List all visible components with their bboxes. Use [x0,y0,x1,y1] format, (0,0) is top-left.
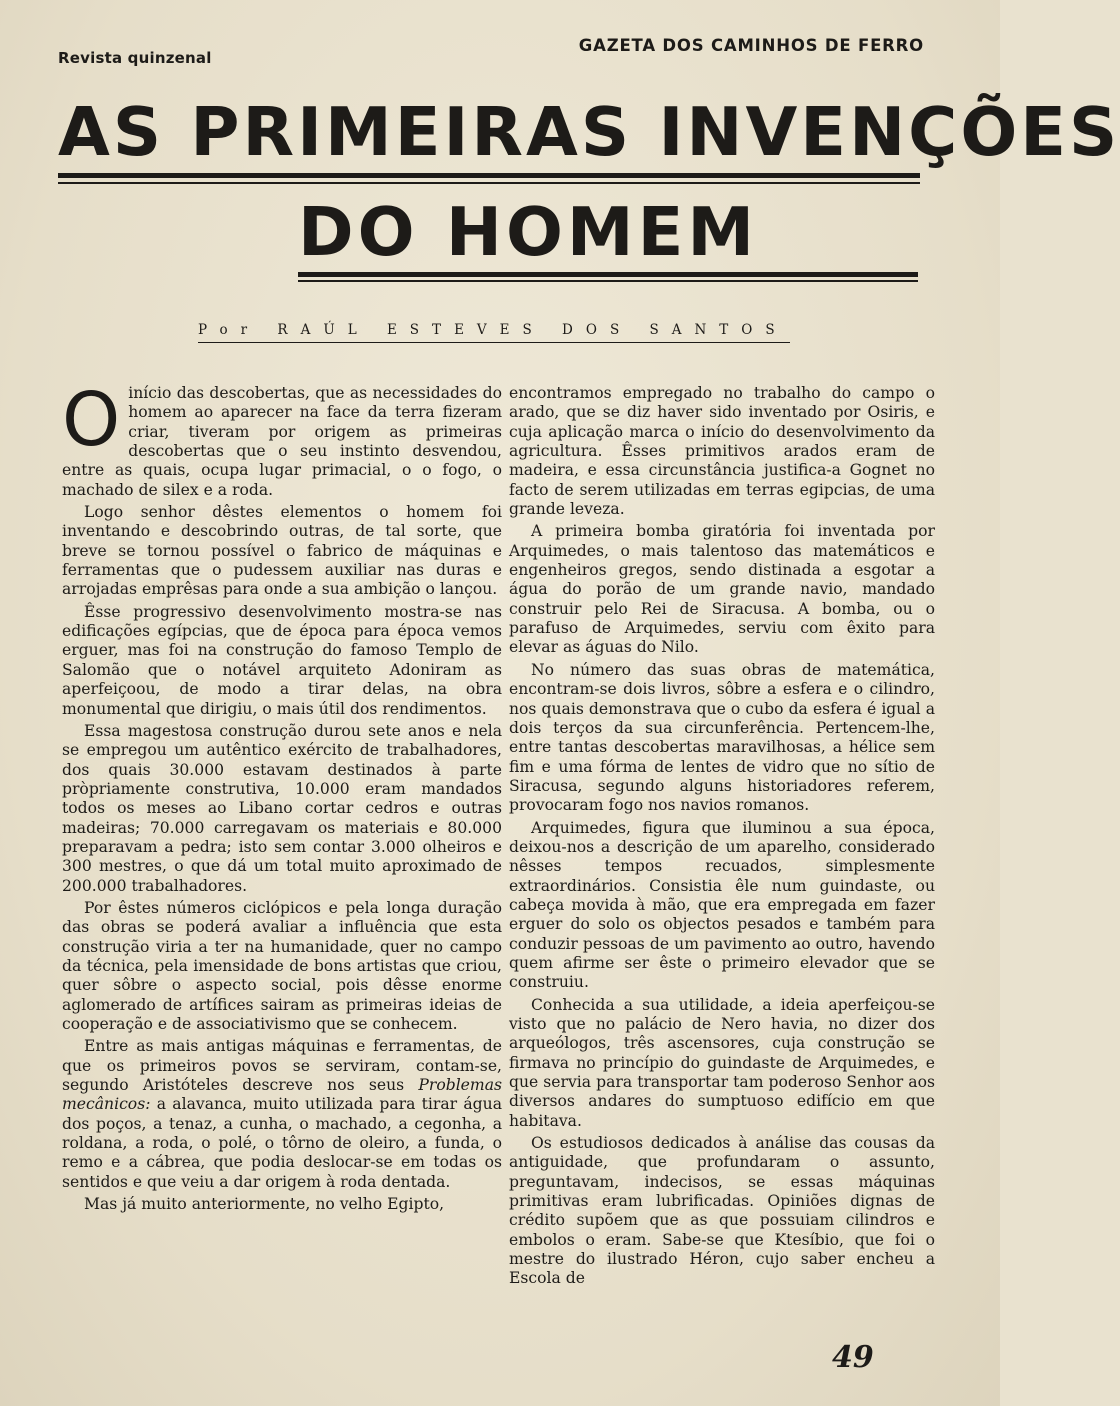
paragraph: No número das suas obras de matemática, encontram-se dois livros, sôbre a esfera e o cilindro, nos quais demonstrava que o cubo da esfera é igual a dois terços da sua circunferência. Pertencem-lhe, entre tantas descobertas maravilhosas, a hélice sem fim e uma fórma de lentes de vidro que no sítio de Siracusa, segundo alguns historiadores referem, provocaram fogo nos navios romanos. [509,660,935,815]
paragraph [62,377,502,500]
paragraph: Mas já muito anteriormente, no velho Egipto, [84,1195,445,1214]
article-title-line1: AS PRIMEIRAS INVENÇÕES [58,93,1120,171]
text-column-right [509,384,935,1292]
paragraph: Conhecida a sua utilidade, a ideia aperfeiçou-se visto que no palácio de Nero havia, no dizer dos arqueólogos, três ascensores, cuja construção se firmava no princípio do guindaste de Arquimedes, e que servia para transportar tam poderoso Senhor aos diversos andares do sumptuoso edifício em que habitava. [509,995,935,1130]
paragraph: encontramos empregado no trabalho do campo o arado, que se diz haver sido inventado por Osiris, e cuja aplicação marca o início do desenvolvimento da agricultura. Êsses primitivos arados eram de madeira, e essa circunstância justifica-a Gognet no facto de serem utilizadas em terras egipcias, de uma grande leveza. [509,384,935,519]
header-publication-name: GAZETA DOS CAMINHOS DE FERRO [578,36,924,55]
paragraph: Arquimedes, figura que iluminou a sua época, deixou-nos a descrição de um aparelho, considerado nêsses tempos recuados, simplesmente extraordinários. Consistia êle num guindaste, ou cabeça movida à mão, que era empregada em fazer erguer do solo os objectos pesados e também para conduzir pessoas de um pavimento ao outro, havendo quem afirme ser êste o primeiro elevador que se construiu. [509,818,935,992]
title-rule-upper [58,173,920,184]
paragraph: A primeira bomba giratória foi inventada por Arquimedes, o mais talentoso das matemáticos e engenheiros gregos, sendo distinada a esgotar a água do porão de um grande navio, mandado construir pelo Rei de Siracusa. A bomba, ou o parafuso de Arquimedes, serviu com êxito para elevar as águas do Nilo. [509,522,935,657]
paragraph-text: início das descobertas, que as necessidades do homem ao aparecer na face da terra fizeram criar, tiveram por origem as primeiras descobertas que o seu instinto desvendou, entre as quais, ocupa lugar primacial, o o fogo, o machado de silex e a roda. [62,384,502,499]
article-title-line2: DO HOMEM [298,193,759,271]
title-rule-lower-thin [298,280,918,282]
paragraph: Êsse progressivo desenvolvimento mostra-se nas edificações egípcias, que de época para época vemos erguer, mas foi na construção do famoso Templo de Salomão que o notável arquiteto Adoniram as aperfeiçoou, de modo a tirar delas, na obra monumental que dirigiu, o mais útil dos rendimentos. [62,602,502,718]
paragraph: Essa magestosa construção durou sete anos e nela se empregou um autêntico exército de trabalhadores, dos quais 30.000 estavam destinados à parte pròpriamente construtiva, 10.000 eram mandados todos os meses ao Libano cortar cedros e outras madeiras; 70.000 carregavam os materiais e 80.000 preparavam a pedra; isto sem contar 3.000 olheiros e 300 mestres, o que dá um total muito aproximado de 200.000 trabalhadores. [62,721,502,895]
paragraph: Logo senhor dêstes elementos o homem foi inventando e descobrindo outras, de tal sorte, que breve se tornou possível o fabrico de máquinas e ferramentas que o pudessem auxiliar nas duras e arrojadas emprêsas para onde a sua ambição o lançou. [62,503,502,599]
article-byline: Por RAÚL ESTEVES DOS SANTOS [198,322,788,338]
title-rule-lower [298,272,918,277]
header-issue-type: Revista quinzenal [58,49,212,67]
paragraph: Os estudiosos dedicados à análise das cousas da antiguidade, que profundaram o assunto, preguntavam, indecisos, se essas máquinas primitivas eram lubrificadas. Opiniões dignas de crédito supõem que as que possuiam cilindros e embolos o eram. Sabe-se que Ktesíbio, que foi o mestre do ilustrado Héron, cujo saber encheu a Escola de [509,1134,935,1288]
paragraph: Por êstes números ciclópicos e pela longa duração das obras se poderá avaliar a influência que esta construção viria a ter na humanidade, quer no campo da técnica, pela imensidade de bons artistas que criou, quer sôbre o aspecto social, pois dêsse enorme aglomerado de artífices sairam as primeiras ideias de cooperação e de associativismo que se conhecem. [62,898,502,1033]
paragraph-text: a alavanca, muito utilizada para tirar água dos poços, a tenaz, a cunha, o machado, a cegonha, a roldana, a roda, o polé, o tôrno de oleiro, a funda, o remo e a cábrea, que podia deslocar-se em todas os sentidos e que veiu a dar origem à roda dentada. [62,1095,502,1191]
paragraph [62,1037,502,1192]
book-title: Problemas mecânicos: [62,1076,502,1114]
drop-cap: O [62,377,121,463]
byline-rule [198,342,790,343]
paragraph-text: Entre as mais antigas máquinas e ferramentas, de que os primeiros povos se serviram, contam-se, segundo Aristóteles descreve nos seus [62,1037,502,1095]
text-column-left [62,377,502,1217]
page-number: 49 [832,1340,874,1375]
